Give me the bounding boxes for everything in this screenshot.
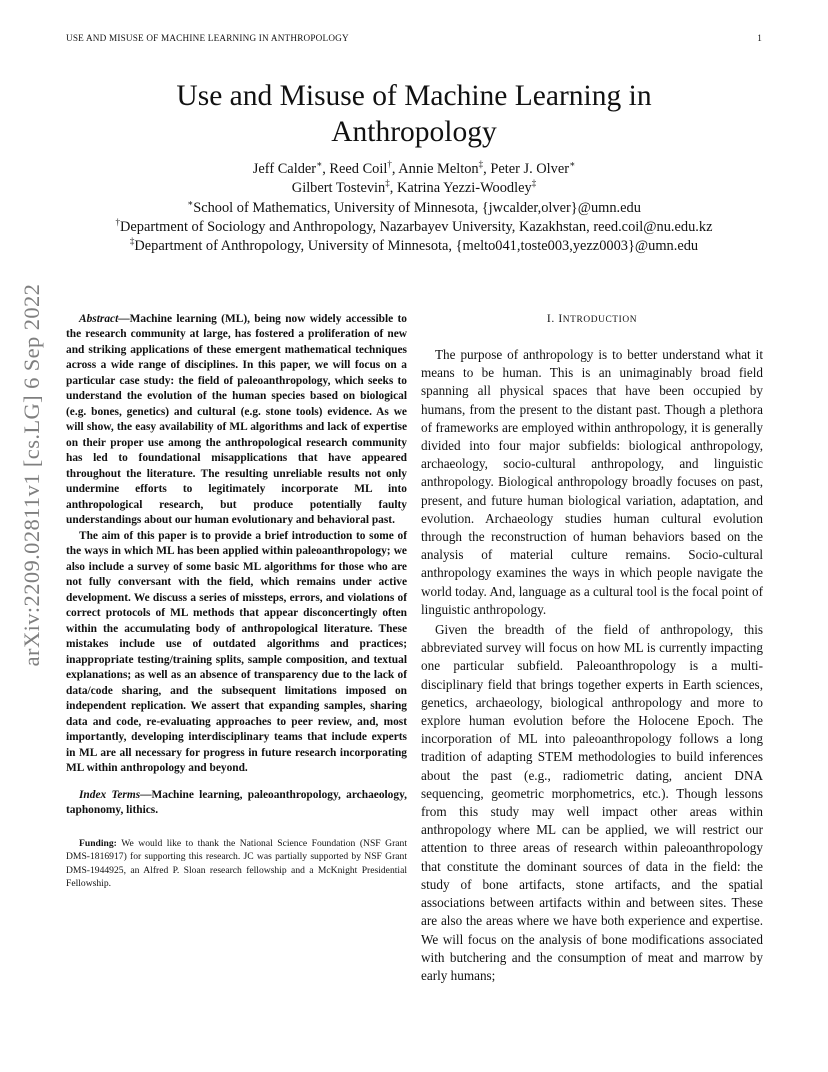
author-name: Reed Coil [329,161,388,177]
abstract-paragraph-1 [66,312,407,529]
title-line-2: Anthropology [331,116,497,148]
author-block [40,160,788,256]
affiliation-mark: ∗ [316,159,323,169]
affiliation-mark: ‡ [385,178,390,189]
intro-paragraph-2: Given the breadth of the field of anthropology, this abbreviated survey will focus on how ML is currently impacting one particular subfield. Paleoanthropology is a multi-disciplinary field that brings together experts in Earth sciences, genetics, archaeology, biological anthropology and more to explore human evolution before the Holocene Epoch. The incorporation of ML into paleoanthropology follows a long tradition of adapting STEM methodologies to build inferences about the past (e.g., radiometric dating, ancient DNA sequencing, geometric morphometrics, etc.). Though lessons from this study may well impact other areas within anthropology where ML can be applied, we will restrict our attention to three areas of research within paleoanthropology that constitute the dominant sources of data in the field: the study of bone artifacts, stone artifacts, and the spatial associations between artifacts within and between sites. These are also the areas where we have both experience and expertise. We will focus on the analysis of bone modifications associated with butchering and the consumption of meat and marrow by early humans; [421,622,763,983]
affiliation-text: School of Mathematics, University of Minnesota, {jwcalder,olver}@umn.edu [193,199,641,216]
affiliation-1 [40,199,788,218]
index-terms [66,788,407,819]
authors-line-2: Gilbert Tostevin‡, Katrina Yezzi-Woodley‡ [291,178,537,197]
author-name: Jeff Calder [252,161,317,177]
funding-footnote [66,837,407,891]
affiliation-mark: ‡ [531,178,537,189]
title-line-1: Use and Misuse of Machine Learning in [176,80,652,112]
affiliation-mark: ‡ [129,236,135,247]
arxiv-identifier: arXiv:2209.02811v1 [cs.LG] 6 Sep 2022 [19,283,44,667]
abstract-text: —Machine learning (ML), being now widely accessible to the research community at large, has fostered a proliferation of new and striking applications of these emergent mathematical techniques across a wide range of disciplines. In this paper, we will focus on a particular case study: the field of paleoanthropology, which seeks to understand the evolution of the human species based on biological (e.g. bones, genetics) and cultural (e.g. stone tools) evidence. As we will show, the easy availability of ML algorithms and lack of expertise on their proper use among the anthropological research community has led to foundational misapplications that have appeared throughout the literature. The resulting unreliable results not only undermine efforts to legitimately incorporate ML into anthropological research, but produce potentially faulty understandings about our human evolutionary and behavioral past. [66,313,407,527]
left-column [66,312,407,891]
arxiv-identifier-stamp [12,283,52,667]
index-terms-text: —Machine learning, paleoanthropology, archaeology, taphonomy, lithics. [66,788,407,817]
affiliation-3 [40,237,788,256]
running-head-title: USE AND MISUSE OF MACHINE LEARNING IN ANTHROPOLOGY [66,33,349,43]
affiliation-mark: † [387,159,392,169]
affiliation-2 [40,218,788,237]
author-name: Katrina Yezzi-Woodley [396,180,532,197]
authors-line-1: Jeff Calder∗, Reed Coil†, Annie Melton‡, Peter J. Olver∗ [252,159,576,177]
author-name: Annie Melton [398,161,479,177]
section-title: NTRODUCTION [562,315,638,325]
author-name: Gilbert Tostevin [291,180,386,197]
affiliation-mark: ∗ [569,159,576,169]
affiliation-text: Department of Sociology and Anthropology, Nazarbayev University, Kazakhstan, reed.coil@nu.edu.kz [120,218,713,235]
running-head [66,33,762,43]
section-numeral: I. I [546,312,563,325]
section-heading [421,312,763,334]
abstract-label: Abstract [79,313,119,325]
page-number: 1 [757,33,762,43]
funding-label: Funding: [79,837,117,849]
affiliation-mark: ∗ [187,197,194,208]
affiliation-mark: ‡ [478,159,484,169]
right-column [421,312,763,985]
abstract [66,312,407,777]
affiliation-mark: † [115,216,121,227]
abstract-paragraph-2: The aim of this paper is to provide a brief introduction to some of the ways in which ML has been applied within paleoanthropology; we also include a survey of some basic ML algorithms for those who are not fully conversant with the field, which remains under active development. We discuss a series of missteps, errors, and violations of correct protocols of ML methods that appear disconcertingly often within the accumulating body of anthropological literature. These mistakes include use of outdated algorithms and practices; inappropriate testing/training splits, sample composition, and textual explanations; as well as an absence of transparency due to the lack of data/code sharing, and the subsequent limitations imposed on independent replication. We assert that expanding samples, sharing data and code, re-evaluating approaches to peer review, and, most importantly, developing interdisciplinary teams that include experts in ML are all necessary for progress in future research incorporating ML within anthropology and beyond. [66,529,407,775]
author-name: Peter J. Olver [490,161,570,177]
paper-title [60,78,768,150]
affiliation-text: Department of Anthropology, University of Minnesota, {melto041,toste003,yezz0003}@umn.edu [134,238,699,255]
index-terms-label: Index Terms [79,788,141,801]
funding-text: We would like to thank the National Science Foundation (NSF Grant DMS-1816917) for supporting this research. JC was partially supported by NSF Grant DMS-1944925, an Alfred P. Sloan research fellowship and a McKnight Presidential Fellowship. [66,837,407,890]
intro-paragraph-1: The purpose of anthropology is to better understand what it means to be human. This is an unimaginably broad field spanning all physical spaces that have been occupied by humans, from the present to the distant past. Though a plethora of frameworks are employed within anthropology, it is generally divided into four major subfields: biological anthropology, archaeology, socio-cultural anthropology, and linguistic anthropology. Biological anthropology broadly focuses on past, present, and future human biological variation, adaptation, and evolution. Archaeology studies human cultural evolution through the reconstruction of human behaviors based on the analysis of material culture remains. Socio-cultural anthropology examines the ways in which people navigate the world today. And, language as a cultural tool is the focal point of linguistic anthropology. [421,347,763,617]
